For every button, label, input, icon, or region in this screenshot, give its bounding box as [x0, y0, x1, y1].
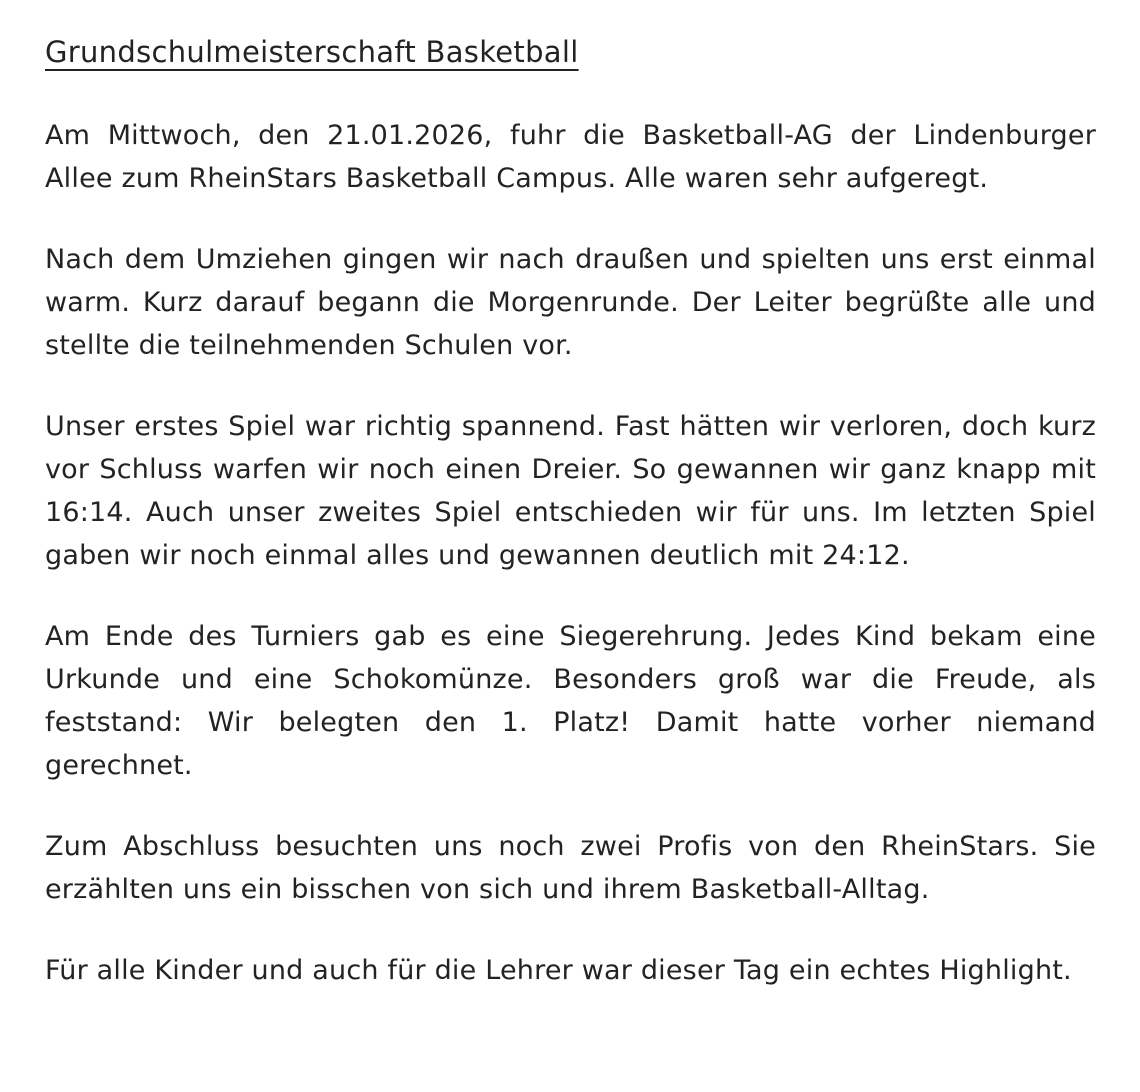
paragraph-pro-players-visit: Zum Abschluss besuchten uns noch zwei Profis von den RheinStars. Sie erzählten uns ein bisschen von sich und ihrem Basketball-Alltag.: [45, 831, 1096, 906]
document-title: Grundschulmeisterschaft Basketball: [45, 35, 579, 69]
paragraph-games-results: Unser erstes Spiel war richtig spannend. Fast hätten wir verloren, doch kurz vor Schluss warfen wir noch einen Dreier. So gewannen wir ganz knapp mit 16:14. Auch unser zweites Spiel entschieden wir für uns. Im letzten Spiel gaben wir noch einmal alles und gewannen deutlich mit 24:12.: [45, 411, 1096, 572]
paragraph-closing-highlight: Für alle Kinder und auch für die Lehrer war dieser Tag ein echtes Highlight.: [45, 955, 1072, 987]
paragraph-trip-intro: Am Mittwoch, den 21.01.2026, fuhr die Basketball-AG der Lindenburger Allee zum RheinStars Basketball Campus. Alle waren sehr aufgeregt.: [45, 120, 1096, 195]
paragraph-award-ceremony: Am Ende des Turniers gab es eine Siegerehrung. Jedes Kind bekam eine Urkunde und eine Schokomünze. Besonders groß war die Freude, als feststand: Wir belegten den 1. Platz! Damit hatte vorher niemand gerechnet.: [45, 621, 1096, 782]
paragraph-warmup-morning-round: Nach dem Umziehen gingen wir nach draußen und spielten uns erst einmal warm. Kurz darauf begann die Morgenrunde. Der Leiter begrüßte alle und stellte die teilnehmenden Schulen vor.: [45, 244, 1096, 362]
